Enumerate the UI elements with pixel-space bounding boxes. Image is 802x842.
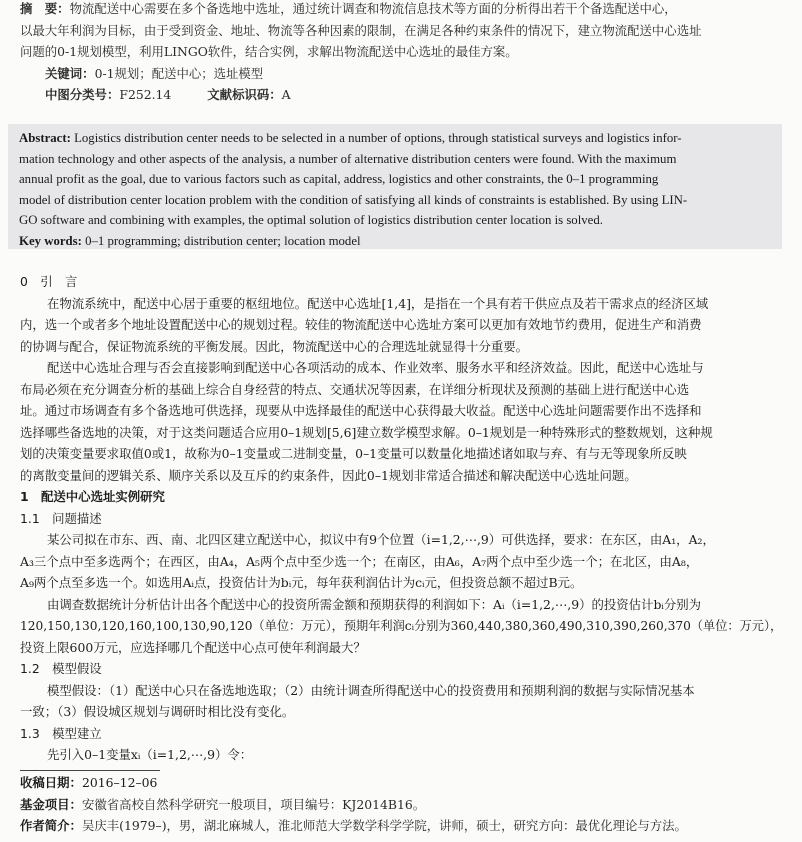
paragraph-line: A₃三个点中至多选两个；在西区，由A₄，A₅两个点中至少选一个；在南区，由A₆，A₇两个点中至少选一个；在北区，由A₈， xyxy=(20,553,699,569)
subsection-heading-1-2: 1.2 模型假设 xyxy=(20,661,102,676)
abstract-cn-line: 以最大年利润为目标，由于受到资金、地址、物流等各种因素的限制，在满足各种约束条件的情况下，建立物流配送中心选址 xyxy=(20,22,702,38)
abstract-en-line: mation technology and other aspects of the analysis, a number of alternative distribution centers were found. With the maximum xyxy=(19,151,677,166)
footnote xyxy=(20,772,782,837)
keywords-cn-label: 关键词： xyxy=(45,65,95,81)
paragraph-line: 的离散变量间的逻辑关系、顺序关系以及互斥的约束条件，因此0–1规划非常适合描述和解决配送中心选址问题。 xyxy=(20,467,637,483)
paragraph-line: 划的决策变量要求取值0或1，故称为0–1变量或二进制变量，0–1变量可以数量化地描述诸如取与弃、有与无等现象所反映 xyxy=(20,446,687,461)
author-text: 吴庆丰(1979–)，男，湖北麻城人，淮北师范大学数学科学学院，讲师，硕士，研究方向：最优化理论与方法。 xyxy=(81,818,687,833)
section-heading-1: 1 配送中心选址实例研究 xyxy=(20,489,165,504)
section-heading-intro: 0 引 言 xyxy=(20,274,78,289)
paragraph-line: 址。通过市场调查有多个备选地可供选择，现要从中选择最佳的配送中心获得最大收益。配送中心选址问题需要作出不选择和 xyxy=(20,403,702,418)
paragraph-line: 投资上限600万元，应选择哪几个配送中心点可使年利润最大？ xyxy=(20,639,366,655)
received-date: 2016–12–06 xyxy=(81,775,158,790)
fund-text: 安徽省高校自然科学研究一般项目，项目编号：KJ2014B16。 xyxy=(81,796,426,812)
abstract-cn xyxy=(20,0,782,106)
paragraph-line: 120,150,130,120,160,100,130,90,120（单位：万元），预期年利润cᵢ分别为360,440,380,360,490,310,390,260,370（单位：万元）， xyxy=(20,618,783,633)
doc-code-value: A xyxy=(281,87,291,102)
doc-code-label: 文献标识码： xyxy=(207,87,282,102)
paragraph-line: 配送中心选址合理与否会直接影响到配送中心各项活动的成本、作业效率、服务水平和经济效益。因此，配送中心选址与 xyxy=(47,360,704,375)
abstract-en-label: Abstract: xyxy=(19,131,71,145)
paragraph-line: A₉两个点至多选一个。如选用Aᵢ点，投资估计为bᵢ元，每年获利润估计为cᵢ元，但投资总额不超过B元。 xyxy=(20,575,583,590)
abstract-en-line: GO software and combining with examples, the optimal solution of logistics distribution center location is solved. xyxy=(19,213,603,227)
paragraph-line: 模型假设：（1）配送中心只在备选地选取；（2）由统计调查所得配送中心的投资费用和预期利润的数据与实际情况基本 xyxy=(47,682,695,698)
abstract-cn-line: 问题的0-1规划模型，利用LINGO软件，结合实例，求解出物流配送中心选址的最佳方案。 xyxy=(20,44,518,59)
clc-value: F252.14 xyxy=(119,87,172,102)
fund-label: 基金项目： xyxy=(20,796,82,812)
paragraph-line: 先引入0–1变量xᵢ（i=1,2,⋯,9）令： xyxy=(47,747,253,762)
abstract-cn-label: 摘 要： xyxy=(20,1,70,16)
paragraph-line: 选择哪些备选地的决策，对于这类问题适合应用0–1规划[5,6]建立数学模型求解。0–1规划是一种特殊形式的整数规划，这种规 xyxy=(20,424,713,440)
footnote-rule xyxy=(20,770,160,771)
paragraph-line: 由调查数据统计分析估计出各个配送中心的投资所需金额和预期获得的利润如下：Aᵢ（i=1,2,⋯,9）的投资估计bᵢ分别为 xyxy=(47,596,702,612)
paragraph-line: 布局必须在充分调查分析的基础上综合自身经营的特点、交通状况等因素，在详细分析现状及预测的基础上进行配送中心选 xyxy=(20,381,690,397)
abstract-en-line: Logistics distribution center needs to be selected in a number of options, through statistical surveys and logistics infor- xyxy=(74,131,682,145)
subsection-heading-1-3: 1.3 模型建立 xyxy=(20,725,102,741)
paragraph-line: 的协调与配合，保证物流系统的平衡发展。因此，物流配送中心的合理选址就显得十分重要。 xyxy=(20,338,529,354)
keywords-cn: 0-1规划；配送中心；选址模型 xyxy=(94,65,264,81)
paragraph-line: 在物流系统中，配送中心居于重要的枢纽地位。配送中心选址[1,4]，是指在一个具有若干供应点及若干需求点的经济区域 xyxy=(47,295,709,311)
subsection-heading-1-1: 1.1 问题描述 xyxy=(20,510,102,526)
abstract-cn-line: 物流配送中心需要在多个备选地中选址，通过统计调查和物流信息技术等方面的分析得出若干个备选配送中心， xyxy=(69,1,677,16)
paragraph-line: 一致；（3）假设城区规划与调研时相比没有变化。 xyxy=(20,704,295,719)
keywords-en-label: Key words: xyxy=(19,233,82,248)
abstract-en-line: annual profit as the goal, due to various factors such as capital, address, logistics and other constraints, the 0–1 programming xyxy=(19,172,659,186)
abstract-en xyxy=(8,124,782,249)
paragraph-line: 某公司拟在市东、西、南、北四区建立配送中心，拟议中有9个位置（i=1,2,⋯,9）可供选择，要求：在东区，由A₁，A₂， xyxy=(47,532,715,547)
author-label: 作者简介： xyxy=(20,818,82,833)
keywords-en: 0–1 programming; distribution center; location model xyxy=(85,233,361,248)
body xyxy=(20,271,782,766)
received-label: 收稿日期： xyxy=(20,775,82,790)
abstract-en-line: model of distribution center location problem with the condition of satisfying all kinds of constraints is established. By using LIN- xyxy=(19,192,688,207)
paragraph-line: 内，选一个或者多个地址设置配送中心的规划过程。较佳的物流配送中心选址方案可以更加有效地节约费用，促进生产和消费 xyxy=(20,317,702,332)
clc-label: 中图分类号： xyxy=(45,87,120,102)
